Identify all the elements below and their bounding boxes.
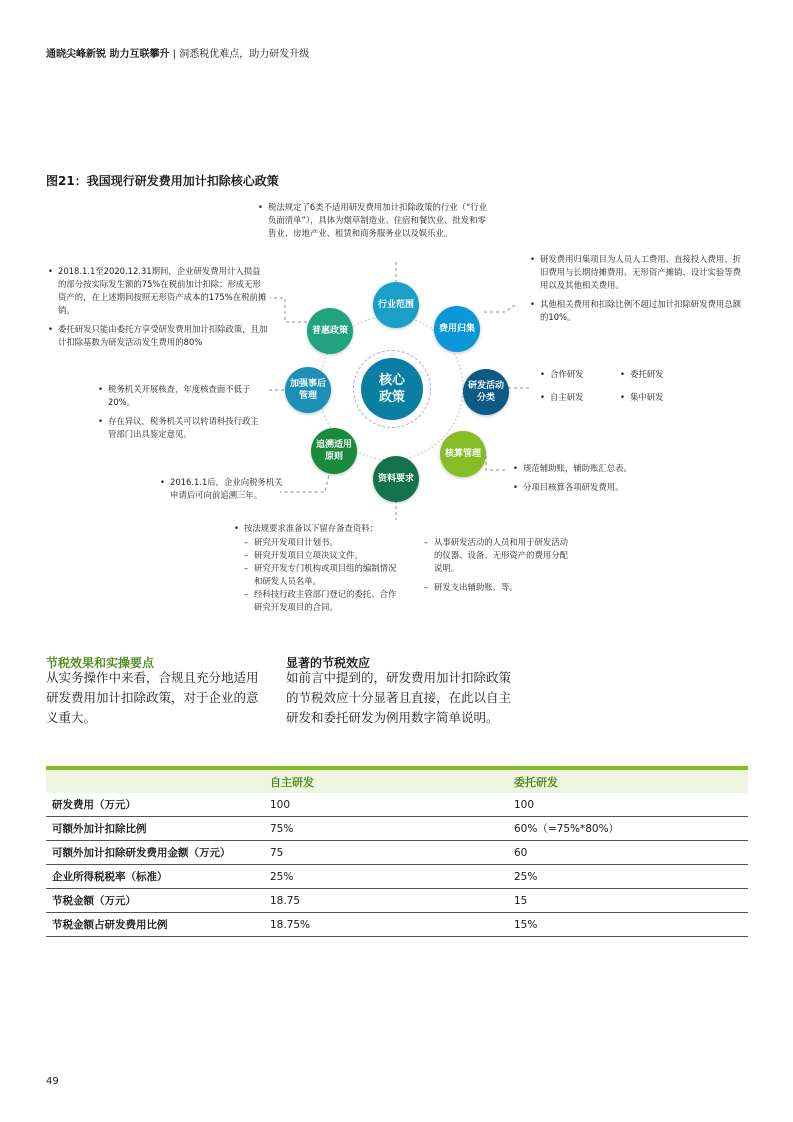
- note-subitem: – 研究开发专门机构或项目组的编制情况和研发人员名单。: [244, 562, 404, 588]
- table-cell: 15%: [514, 918, 538, 931]
- note-docs-right: [424, 536, 574, 600]
- node-document-requirements: 资料要求: [373, 456, 419, 502]
- note-item: • 税法规定了6类不适用研发费用加计扣除政策的行业（“行业负面清单”），具体为烟草制造业、住宿和餐饮业、批发和零售业、房地产业、租赁和商务服务业以及娱乐业。: [258, 201, 493, 240]
- table-row: [46, 889, 748, 913]
- table-cell: 18.75: [270, 894, 301, 907]
- core-policy-circle: 核心政策: [361, 358, 423, 420]
- note-activity: [540, 368, 700, 410]
- core-policy-ring: [353, 350, 431, 428]
- page-number: 49: [46, 1076, 59, 1087]
- table-cell: 100: [514, 798, 535, 811]
- note-benefit: [48, 265, 268, 355]
- table-cell: 15: [514, 894, 528, 907]
- note-item: • 自主研发: [540, 391, 620, 404]
- note-item: • 规范辅助账，辅助账汇总表。: [513, 462, 693, 475]
- table-header-row: [46, 768, 748, 793]
- node-retroactive-principle: 追溯适用原则: [311, 428, 357, 474]
- node-post-management: 加强事后管理: [285, 367, 331, 413]
- node-industry-scope: 行业范围: [373, 282, 419, 328]
- node-accounting-management: 核算管理: [440, 431, 486, 477]
- section-title-left: 节税效果和实操要点: [46, 656, 155, 670]
- node-activity-classification: 研发活动分类: [463, 369, 509, 415]
- note-item: • 2018.1.1至2020.12.31期间，企业研发费用计入损益的部分按实际发生额的75%在税前加计扣除；形成无形资产的，在上述期间按照无形资产成本的175%在税前摊销。: [48, 265, 268, 317]
- note-expense: [530, 253, 745, 330]
- node-expense-collection: 费用归集: [434, 306, 480, 352]
- table-cell: 25%: [514, 870, 538, 883]
- section-text-left: 从实务操作中来看，合规且充分地适用研发费用加计扣除政策，对于企业的意义重大。: [46, 670, 259, 725]
- note-item: • 集中研发: [620, 391, 700, 404]
- note-accounting: [513, 462, 693, 500]
- node-inclusive-policy: 普惠政策: [307, 308, 353, 354]
- note-subitem: – 研究开发项目计划书。: [244, 536, 404, 549]
- table-cell: 75%: [270, 822, 294, 835]
- section-text-right: 如前言中提到的，研发费用加计扣除政策的节税效应十分显著且直接，在此以自主研发和委托研发为例用数字简单说明。: [286, 670, 512, 725]
- table-row: [46, 817, 748, 841]
- table-cell: 企业所得税税率（标准）: [52, 871, 168, 883]
- note-item: • 合作研发: [540, 368, 620, 381]
- table-cell: 节税金额（万元）: [52, 895, 136, 907]
- table-cell: 可额外加计扣除比例: [52, 823, 147, 835]
- table-cell: 节税金额占研发费用比例: [52, 919, 168, 931]
- note-item: • 委托研发: [620, 368, 700, 381]
- note-subitem: – 经科技行政主管部门登记的委托、合作研究开发项目的合同。: [244, 588, 404, 614]
- note-docs: [234, 522, 404, 620]
- note-item: • 存在异议，税务机关可以转请科技行政主管部门出具鉴定意见。: [98, 415, 263, 441]
- table-cell: 60%（=75%*80%）: [514, 823, 620, 835]
- table-cell: 可额外加计扣除研发费用金额（万元）: [52, 847, 231, 859]
- note-item: • 税务机关开展核查，年度核查面不低于20%。: [98, 383, 263, 409]
- table-cell: 18.75%: [270, 918, 311, 931]
- section-title-right: 显著的节税效应: [286, 656, 371, 670]
- table-row: [46, 841, 748, 865]
- note-item: • 委托研发只能由委托方享受研发费用加计扣除政策，且加计扣除基数为研发活动发生费用的80%: [48, 323, 268, 349]
- table-row: [46, 913, 748, 937]
- note-subitem: – 从事研发活动的人员和用于研发活动的仪器、设备、无形资产的费用分配说明。: [424, 536, 574, 575]
- note-item: • 分项目核算各项研发费用。: [513, 481, 693, 494]
- table-header-cell: 自主研发: [270, 775, 314, 789]
- note-subitem: – 研究开发项目立项决议文件。: [244, 549, 404, 562]
- table-header-cell: 委托研发: [514, 775, 558, 789]
- table-cell: 75: [270, 846, 284, 859]
- note-industry: [258, 201, 493, 246]
- note-item: • 研发费用归集项目为人员人工费用、直接投入费用、折旧费用与长期待摊费用、无形资产摊销、设计实验等费用以及其他相关费用。: [530, 253, 745, 292]
- note-retro: [160, 476, 290, 508]
- table-cell: 25%: [270, 870, 294, 883]
- table-cell: 研发费用（万元）: [52, 799, 136, 811]
- table-header-cell: [46, 768, 264, 793]
- tax-saving-table: [46, 766, 748, 937]
- running-header: 通晓尖峰新锐 助力互联攀升 | 洞悉税优难点，助力研发升级: [46, 49, 310, 60]
- table-cell: 60: [514, 846, 528, 859]
- figure-title: 图21：我国现行研发费用加计扣除核心政策: [46, 174, 279, 188]
- note-mgmt: [98, 383, 263, 447]
- note-item: • 按法规要求准备以下留存备查资料： – 研究开发项目计划书。 – 研究开发项目立项决议文件。 – 研究开发专门机构或项目组的编制情况和研发人员名单。 – 经科技行政主管部门登记的委托、合作研究开发项目的合同。: [234, 522, 404, 614]
- table-row: [46, 793, 748, 817]
- note-subitem: – 研发支出辅助账、等。: [424, 581, 574, 594]
- note-item: • 其他相关费用和扣除比例不超过加计扣除研发费用总额的10%。: [530, 298, 745, 324]
- note-item: • 2016.1.1后，企业向税务机关申请后可向前追溯三年。: [160, 476, 290, 502]
- table-row: [46, 865, 748, 889]
- table-cell: 100: [270, 798, 291, 811]
